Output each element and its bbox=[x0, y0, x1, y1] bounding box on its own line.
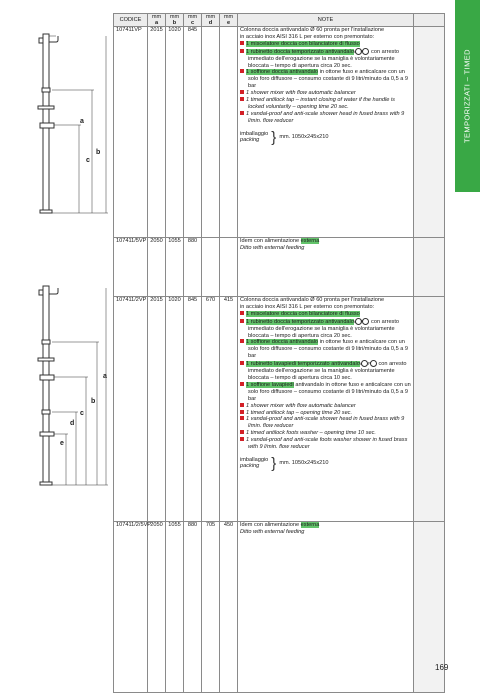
header-empty bbox=[414, 14, 445, 27]
cell-c: 845 bbox=[184, 297, 202, 522]
cell-d: 670 bbox=[202, 297, 220, 522]
bullet-icon bbox=[240, 69, 244, 73]
v-badge-icon: V bbox=[355, 48, 362, 55]
v-badge-icon: V bbox=[355, 318, 362, 325]
bullet-icon bbox=[240, 49, 244, 53]
page-number: 169 bbox=[435, 663, 449, 672]
table-row bbox=[114, 238, 445, 297]
cell-b: 1055 bbox=[166, 238, 184, 297]
bullet-icon bbox=[240, 97, 244, 101]
brace-icon: } bbox=[271, 454, 277, 472]
cell-a: 2050 bbox=[148, 238, 166, 297]
header-note: NOTE bbox=[238, 14, 414, 27]
cell-code: 107411/5VP bbox=[114, 238, 148, 297]
table-header bbox=[114, 14, 445, 27]
bullet-icon bbox=[240, 41, 244, 45]
header-c: mm c bbox=[184, 14, 202, 27]
p-badge-icon: P bbox=[362, 48, 369, 55]
cell-d: 705 bbox=[202, 522, 220, 693]
dim-d-2: d bbox=[70, 420, 75, 427]
cell-note: Colonna doccia antivandalo Ø 60 pronta per l'installazione in acciaio inox AISI 316 L per esterno con premontato: 1 miscelatore doccia con bilanciatore di flusso 1 rubinetto doccia temporizzato antivandalo V P con arresto immediato dell'erogazione se la maniglia è volontariamente bloccata – tempo di apertura circa 20 sec. 1 soffione doccia antivandalo in ottone fuso e anticalcare con un solo foro diffusore – consumo costante di 9 litri/minuto da 0,5 a 9 bar 1 shower mixer with flow automatic balancer 1 timed antilock tap – instant closing of water if the handle is locked voluntarily – opening time 20 sec. 1 vandal-proof and anti-scale shower head in fused brass with 9 l/min. flow reducer imballaggio packing } mm. 1050x245x210 bbox=[238, 27, 414, 238]
shower-column-drawing-1 bbox=[36, 28, 112, 218]
bullet-icon bbox=[240, 382, 244, 386]
cell-a: 2050 bbox=[148, 522, 166, 693]
cell-note: Idem con alimentazione esterna Ditto with external feeding bbox=[238, 522, 414, 693]
cell-e: 450 bbox=[220, 522, 238, 693]
cell-code: 107411VP bbox=[114, 27, 148, 238]
bullet-icon bbox=[240, 416, 244, 420]
cell-a: 2015 bbox=[148, 27, 166, 238]
cell-c: 880 bbox=[184, 238, 202, 297]
header-a: mm a bbox=[148, 14, 166, 27]
cell-d bbox=[202, 27, 220, 238]
dim-c-1: c bbox=[86, 157, 90, 164]
bullet-icon bbox=[240, 111, 244, 115]
bullet-icon bbox=[240, 430, 244, 434]
table-row bbox=[114, 522, 445, 693]
cell-e bbox=[220, 238, 238, 297]
cell-c: 880 bbox=[184, 522, 202, 693]
bullet-icon bbox=[240, 437, 244, 441]
shower-column-drawing-2 bbox=[36, 280, 112, 490]
dim-b-2: b bbox=[91, 398, 96, 405]
header-e: mm e bbox=[220, 14, 238, 27]
cell-e: 415 bbox=[220, 297, 238, 522]
v-badge-icon: V bbox=[361, 360, 368, 367]
side-tab-label: TEMPORIZZATI – TIMED bbox=[462, 49, 472, 143]
header-codice: CODICE bbox=[114, 14, 148, 27]
dim-b-1: b bbox=[96, 149, 101, 156]
cell-c: 845 bbox=[184, 27, 202, 238]
cell-note: Colonna doccia antivandalo Ø 60 pronta per l'installazione in acciaio inox AISI 316 L per esterno con premontato: 1 miscelatore doccia con bilanciatore di flusso 1 rubinetto doccia temporizzato antivandalo V P con arresto immediato dell'erogazione se la maniglia è volontariamente bloccata – tempo di apertura circa 20 sec. 1 soffione doccia antivandalo in ottone fuso e anticalcare con un solo foro diffusore – consumo costante di 9 litri/minuto da 0,5 a 9 bar 1 rubinetto lavapiedi temporizzato antivandalo V P con arresto immediato dell'erogazione se la maniglia è volontariamente bloccata – tempo di apertura circa 10 sec. 1 soffione lavapiedi antivandalo in ottone fuso e anticalcare con un solo foro diffusore – consumo costante di 9 litri/minuto da 0,5 a 9 bar 1 shower mixer with flow automatic balancer 1 timed antilock tap – opening time 20 sec. 1 vandal-proof and anti-scale shower head in fused brass with 9 l/min. flow reducer 1 timed antilock foots washer – opening time 10 sec. 1 vandal-proof and anti-scale foots washer shower in fused brass with 9 l/min. flow reducer imballaggio packing } mm. 1050x245x210 bbox=[238, 297, 414, 522]
dim-a-1: a bbox=[80, 118, 84, 125]
table-row bbox=[114, 297, 445, 522]
packing-info: imballaggio packing } mm. 1050x245x210 bbox=[240, 128, 329, 146]
bullet-icon bbox=[240, 319, 244, 323]
spec-table bbox=[113, 13, 445, 693]
p-badge-icon: P bbox=[370, 360, 377, 367]
bullet-icon bbox=[240, 403, 244, 407]
p-badge-icon: P bbox=[362, 318, 369, 325]
header-d: mm d bbox=[202, 14, 220, 27]
header-b: mm b bbox=[166, 14, 184, 27]
bullet-icon bbox=[240, 410, 244, 414]
cell-a: 2015 bbox=[148, 297, 166, 522]
cell-b: 1055 bbox=[166, 522, 184, 693]
bullet-icon bbox=[240, 339, 244, 343]
dim-e-2: e bbox=[60, 440, 64, 447]
packing-info: imballaggio packing } mm. 1050x245x210 bbox=[240, 454, 329, 472]
bullet-icon bbox=[240, 90, 244, 94]
cell-code: 107411/2VP bbox=[114, 297, 148, 522]
table-row bbox=[114, 27, 445, 238]
cell-code: 107411/2/5VP bbox=[114, 522, 148, 693]
dim-a-2: a bbox=[103, 373, 107, 380]
brace-icon: } bbox=[271, 128, 277, 146]
cell-note: Idem con alimentazione esterna Ditto with external feeding bbox=[238, 238, 414, 297]
cell-e bbox=[220, 27, 238, 238]
dim-c-2: c bbox=[80, 410, 84, 417]
cell-d bbox=[202, 238, 220, 297]
bullet-icon bbox=[240, 311, 244, 315]
bullet-icon bbox=[240, 361, 244, 365]
cell-b: 1020 bbox=[166, 27, 184, 238]
cell-b: 1020 bbox=[166, 297, 184, 522]
